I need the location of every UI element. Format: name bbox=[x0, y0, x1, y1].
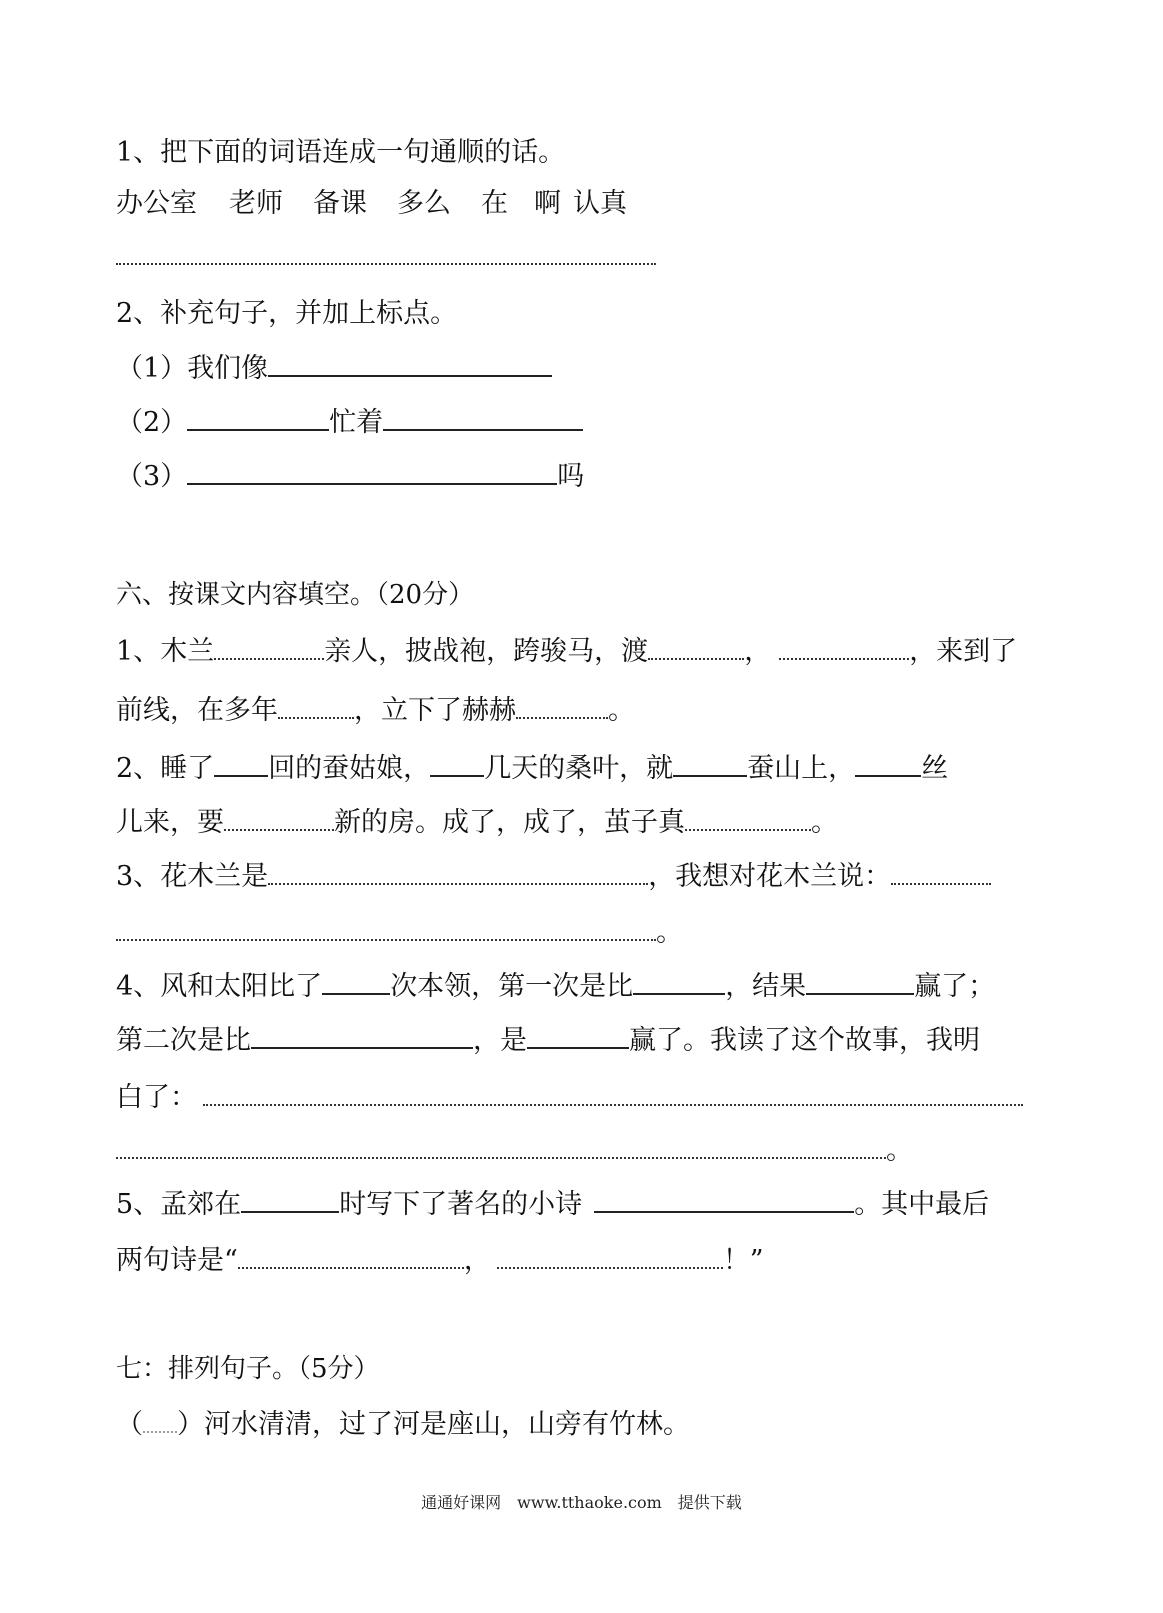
s6-q4-text: 第二次是比 bbox=[116, 1025, 251, 1056]
answer-blank[interactable] bbox=[251, 1027, 473, 1049]
s6-q3-line2 bbox=[116, 916, 683, 950]
q2-item-number: （3） bbox=[116, 461, 188, 492]
s6-q4-line2 bbox=[116, 1024, 980, 1058]
answer-blank[interactable] bbox=[673, 755, 747, 777]
answer-blank[interactable] bbox=[241, 1191, 339, 1213]
answer-blank[interactable] bbox=[594, 1191, 854, 1213]
answer-blank[interactable] bbox=[268, 355, 552, 377]
s6-q3-number: 3、 bbox=[116, 861, 161, 892]
section7-title bbox=[116, 1352, 380, 1386]
s6-q5-text: 两句诗是“ bbox=[116, 1245, 238, 1276]
answer-blank[interactable] bbox=[268, 863, 648, 885]
s6-q4-line4 bbox=[116, 1134, 913, 1168]
answer-blank[interactable] bbox=[322, 973, 390, 995]
answer-blank[interactable] bbox=[497, 1247, 723, 1269]
section6-title-text: 六、按课文内容填空。（20分） bbox=[116, 580, 475, 610]
order-bracket-close: ） bbox=[177, 1409, 204, 1440]
s6-q2-line1 bbox=[116, 752, 948, 786]
s6-q5-text: ， bbox=[463, 1245, 491, 1276]
answer-blank[interactable] bbox=[203, 1084, 1023, 1106]
q2-item-3 bbox=[116, 460, 584, 494]
section6-title bbox=[116, 578, 474, 612]
s6-q5-text: ！” bbox=[722, 1245, 764, 1276]
s6-q2-text: 丝 bbox=[921, 753, 949, 784]
s6-q2-text: 儿来，要 bbox=[116, 807, 224, 838]
s6-q2-text: 几天的桑叶，就 bbox=[484, 753, 674, 784]
q1-word: 认真 bbox=[573, 188, 627, 219]
s6-q1-line2 bbox=[116, 694, 635, 728]
s6-q2-text: 。 bbox=[811, 807, 838, 838]
answer-blank[interactable] bbox=[238, 1247, 464, 1269]
s6-q3-line1 bbox=[116, 860, 991, 894]
q1-word: 多么 bbox=[397, 188, 451, 219]
q2-item-2 bbox=[116, 406, 583, 440]
s6-q2-text: 蚕山上， bbox=[747, 753, 856, 784]
s6-q5-line2 bbox=[116, 1244, 764, 1278]
s6-q3-text: ，我想对花木兰说： bbox=[648, 861, 892, 892]
s6-q5-text: 孟郊在 bbox=[160, 1189, 242, 1220]
q2-item-text: 吗 bbox=[557, 461, 585, 492]
answer-blank[interactable] bbox=[685, 809, 811, 831]
s6-q4-text: ，是 bbox=[473, 1025, 527, 1056]
s6-q2-line2 bbox=[116, 806, 838, 840]
q2-item-text: 我们像 bbox=[187, 353, 269, 384]
s6-q4-line3 bbox=[116, 1081, 1023, 1115]
s6-q1-text: ， bbox=[744, 636, 772, 667]
answer-blank[interactable] bbox=[116, 919, 656, 941]
q1-word: 在 bbox=[481, 188, 508, 219]
answer-blank[interactable] bbox=[187, 409, 329, 431]
s6-q3-text: 。 bbox=[656, 917, 683, 948]
s6-q5-text: 时写下了著名的小诗 bbox=[339, 1189, 583, 1220]
q1-title bbox=[116, 136, 565, 170]
s6-q4-text: 白了： bbox=[116, 1082, 197, 1113]
answer-blank[interactable] bbox=[430, 755, 484, 777]
s6-q2-text: 新的房。成了，成了，茧子真 bbox=[334, 807, 685, 838]
q2-title bbox=[116, 297, 457, 331]
q2-item-number: （2） bbox=[116, 407, 188, 438]
s6-q4-number: 4、 bbox=[116, 971, 161, 1002]
answer-blank[interactable] bbox=[891, 863, 991, 885]
s6-q1-number: 1、 bbox=[116, 636, 161, 667]
s6-q4-text: 赢了。我读了这个故事，我明 bbox=[629, 1025, 980, 1056]
s6-q1-text: ，立下了赫赫 bbox=[354, 695, 516, 726]
s6-q1-line1 bbox=[116, 635, 1017, 669]
q2-item-text: 忙着 bbox=[329, 407, 384, 438]
answer-blank[interactable] bbox=[855, 755, 921, 777]
s6-q4-text: 。 bbox=[886, 1135, 913, 1166]
s6-q4-text: ，结果 bbox=[725, 971, 807, 1002]
answer-blank[interactable] bbox=[214, 755, 268, 777]
s6-q1-text: 。 bbox=[608, 695, 635, 726]
answer-blank[interactable] bbox=[516, 697, 608, 719]
s6-q5-number: 5、 bbox=[116, 1189, 161, 1220]
s6-q2-text: 回的蚕姑娘， bbox=[268, 753, 431, 784]
footer-text: 通通好课网 www.tthaoke.com 提供下载 bbox=[421, 1493, 742, 1512]
s6-q3-text: 花木兰是 bbox=[160, 861, 269, 892]
s6-q5-text: 。其中最后 bbox=[854, 1189, 990, 1220]
q2-title-text: 2、补充句子，并加上标点。 bbox=[116, 298, 458, 329]
answer-blank[interactable] bbox=[214, 638, 324, 660]
order-number-blank[interactable] bbox=[143, 1411, 177, 1433]
q2-item-number: （1） bbox=[116, 353, 188, 384]
answer-blank[interactable] bbox=[187, 463, 557, 485]
s7-item-text: 河水清清，过了河是座山，山旁有竹林。 bbox=[204, 1409, 690, 1440]
answer-blank[interactable] bbox=[383, 409, 583, 431]
q1-word: 啊 bbox=[534, 188, 561, 219]
answer-blank[interactable] bbox=[527, 1027, 629, 1049]
answer-blank[interactable] bbox=[633, 973, 725, 995]
footer bbox=[0, 1490, 1163, 1513]
section7-title-text: 七：排列句子。（5分） bbox=[116, 1354, 380, 1384]
s6-q1-text: 木兰 bbox=[160, 636, 215, 667]
q1-word-list bbox=[116, 187, 627, 221]
answer-blank[interactable] bbox=[779, 638, 909, 660]
s6-q4-text: 赢了； bbox=[914, 971, 996, 1002]
q1-word: 老师 bbox=[229, 188, 283, 219]
answer-blank[interactable] bbox=[116, 243, 656, 265]
s7-item-1 bbox=[116, 1408, 690, 1442]
s6-q1-text: 前线，在多年 bbox=[116, 695, 278, 726]
q2-item-1 bbox=[116, 352, 552, 386]
s6-q1-text: 亲人，披战袍，跨骏马，渡 bbox=[324, 636, 649, 667]
q1-word: 备课 bbox=[313, 188, 367, 219]
s6-q4-text: 风和太阳比了 bbox=[160, 971, 323, 1002]
s6-q2-text: 睡了 bbox=[160, 753, 215, 784]
q1-answer-line[interactable] bbox=[116, 240, 656, 274]
s6-q5-line1 bbox=[116, 1188, 989, 1222]
q1-word: 办公室 bbox=[116, 188, 197, 219]
answer-blank[interactable] bbox=[116, 1137, 886, 1159]
answer-blank[interactable] bbox=[806, 973, 914, 995]
q1-title-text: 1、把下面的词语连成一句通顺的话。 bbox=[116, 137, 566, 168]
answer-blank[interactable] bbox=[648, 638, 744, 660]
answer-blank[interactable] bbox=[224, 809, 334, 831]
s6-q1-text: ，来到了 bbox=[909, 636, 1018, 667]
order-bracket-open: （ bbox=[116, 1409, 143, 1440]
answer-blank[interactable] bbox=[278, 697, 354, 719]
s6-q2-number: 2、 bbox=[116, 753, 161, 784]
s6-q4-text: 次本领，第一次是比 bbox=[390, 971, 634, 1002]
s6-q4-line1 bbox=[116, 970, 995, 1004]
